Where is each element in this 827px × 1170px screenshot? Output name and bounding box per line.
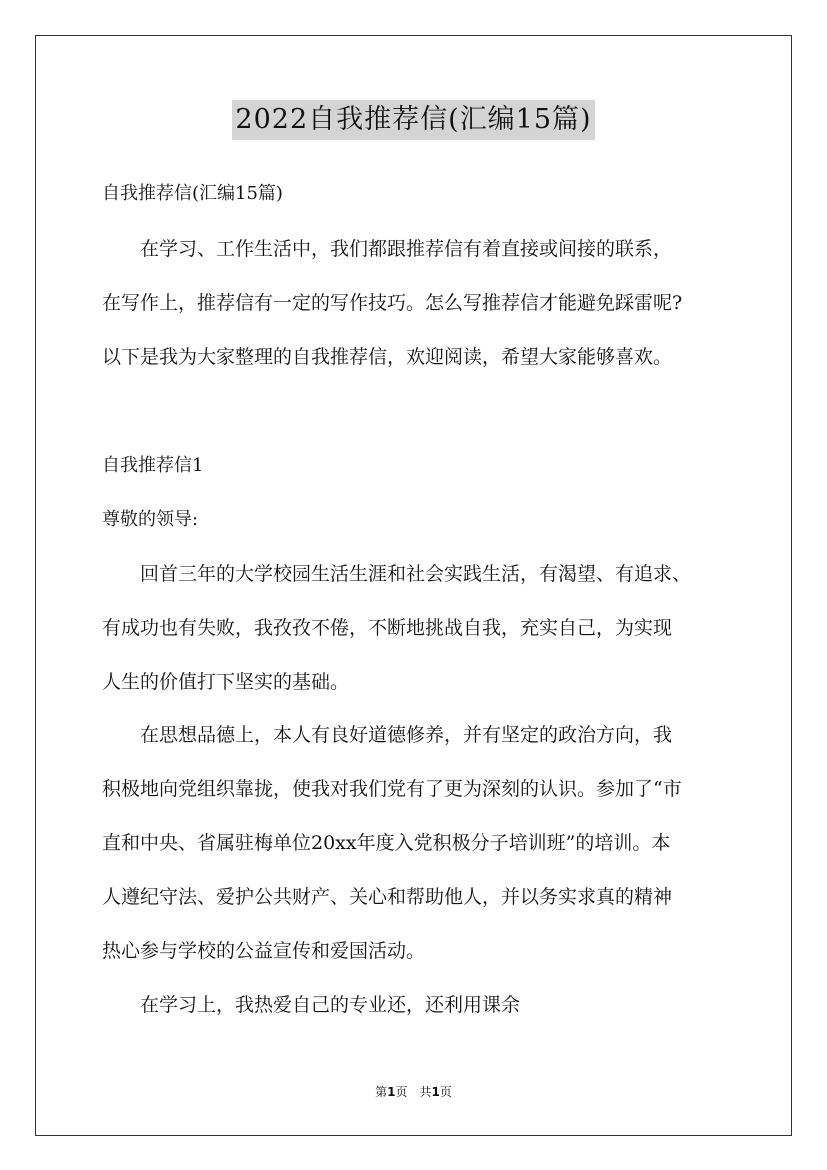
- body-line: 人生的价值打下坚实的基础。: [102, 671, 350, 693]
- footer-text: 第: [375, 1085, 388, 1099]
- salutation: 尊敬的领导:: [102, 509, 199, 530]
- intro-line: 在写作上，推荐信有一定的写作技巧。怎么写推荐信才能避免踩雷呢?: [102, 292, 683, 314]
- document-subtitle: 自我推荐信(汇编15篇): [102, 183, 283, 204]
- intro-line: 以下是我为大家整理的自我推荐信，欢迎阅读，希望大家能够喜欢。: [102, 346, 673, 368]
- document-title: 2022自我推荐信(汇编15篇): [232, 100, 594, 140]
- body-line: 在学习上，我热爱自己的专业还，还利用课余: [102, 994, 521, 1016]
- title-container: [0, 100, 827, 140]
- body-line: 回首三年的大学校园生活生涯和社会实践生活，有渴望、有追求、: [102, 563, 692, 585]
- body-line: 积极地向党组织靠拢，使我对我们党有了更为深刻的认识。参加了“市: [102, 778, 682, 800]
- body-line: 有成功也有失败，我孜孜不倦，不断地挑战自我，充实自己，为实现: [102, 617, 673, 639]
- body-line: 直和中央、省属驻梅单位20xx年度入党积极分子培训班”的培训。本: [102, 832, 671, 854]
- page-total: 1: [431, 1085, 440, 1099]
- page-footer: [0, 1083, 827, 1100]
- section-heading: 自我推荐信1: [102, 455, 204, 476]
- body-line: 人遵纪守法、爱护公共财产、关心和帮助他人，并以务实求真的精神: [102, 886, 673, 908]
- footer-text: 页: [439, 1085, 452, 1099]
- body-line: 热心参与学校的公益宣传和爱国活动。: [102, 940, 426, 962]
- body-line: 在思想品德上，本人有良好道德修养，并有坚定的政治方向，我: [102, 724, 673, 746]
- page-number: 1: [387, 1085, 396, 1099]
- footer-text: 页 共: [395, 1085, 432, 1099]
- intro-line: 在学习、工作生活中，我们都跟推荐信有着直接或间接的联系，: [102, 238, 673, 260]
